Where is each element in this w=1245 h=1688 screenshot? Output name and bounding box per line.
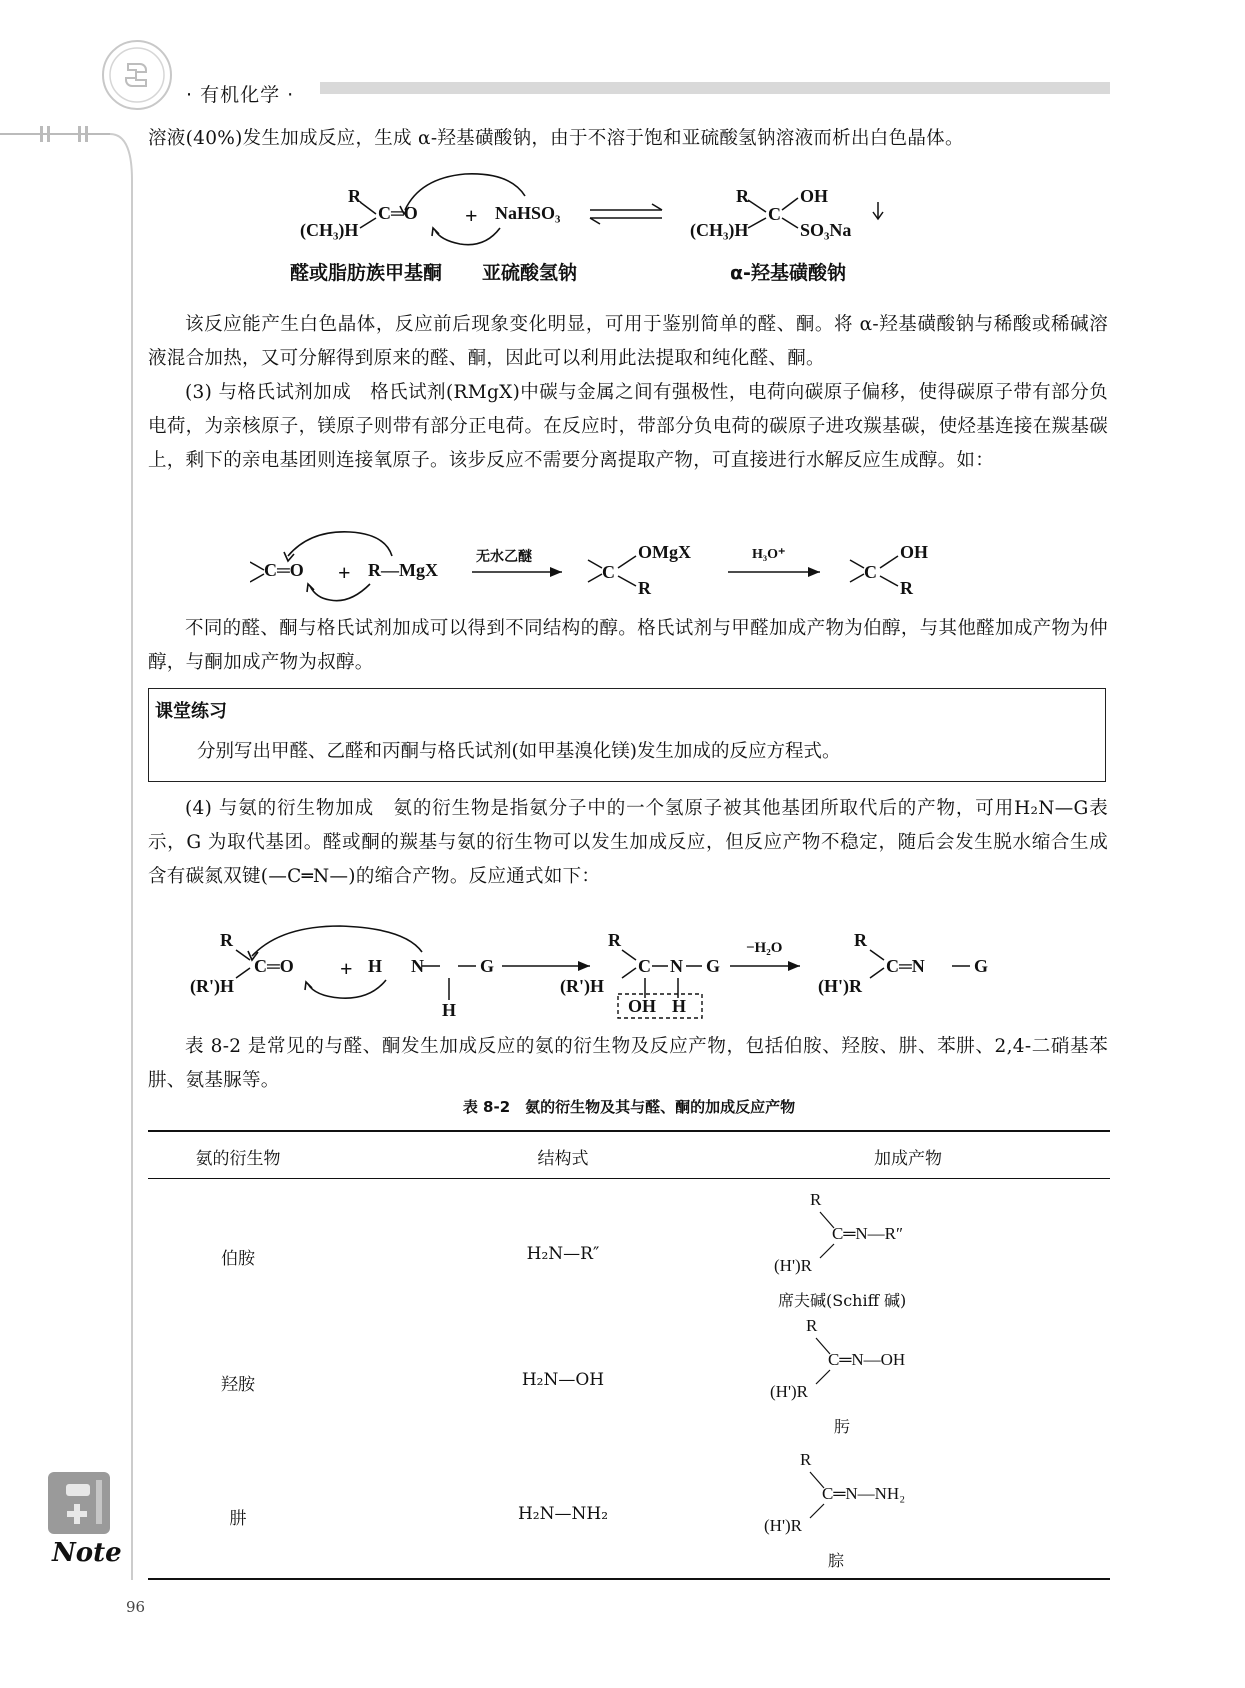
product-cn: C═N—NH₂ — [822, 1484, 906, 1503]
row-structure-formula: H₂N—OH — [521, 1370, 605, 1390]
product-name: 腙 — [828, 1551, 845, 1570]
row-derivative-name: 伯胺 — [221, 1249, 255, 1269]
rxn3-product-cn: C═N — [886, 956, 925, 976]
product-name: 肟 — [834, 1417, 851, 1436]
rxn1-label-product: α-羟基磺酸钠 — [730, 262, 846, 284]
rxn2-grignard: R—MgX — [368, 560, 438, 580]
rxn1-product-oh: OH — [800, 186, 829, 206]
exercise-text: 分别写出甲醛、乙醛和丙酮与格氏试剂(如甲基溴化镁)发生加成的反应方程式。 — [197, 741, 841, 762]
rxn2-intermediate-c: C — [602, 562, 615, 582]
rxn2-intermediate-omgx: OMgX — [638, 542, 691, 562]
row-derivative-name: 羟胺 — [221, 1375, 255, 1395]
table-bottom-rule — [148, 1578, 1110, 1580]
product-cn: C═N—R″ — [832, 1224, 904, 1243]
table-row — [148, 1186, 1110, 1316]
rxn3-product-g: G — [974, 956, 989, 976]
rxn1-product-so3na: SO₃Na — [800, 220, 852, 240]
rxn2-product-r: R — [900, 578, 913, 598]
table-8-2 — [148, 1130, 1110, 1580]
row-structure-formula: H₂N—NH₂ — [517, 1504, 609, 1524]
rxn3-carbonyl: C═O — [254, 956, 294, 976]
row-derivative-name: 肼 — [229, 1509, 247, 1529]
table-top-rule — [148, 1130, 1110, 1132]
rxn3-r: R — [220, 930, 233, 950]
product-hr: (H')R — [774, 1256, 813, 1275]
paragraph-1: 溶液(40%)发生加成反应，生成 α-羟基磺酸钠，由于不溶于饱和亚硫酸氢钠溶液而析出白色晶体。 — [148, 128, 964, 149]
row-structure-formula: H₂N—R″ — [526, 1244, 600, 1264]
product-cn: C═N—OH — [828, 1350, 906, 1369]
page-number: 96 — [126, 1598, 146, 1616]
rxn1-ch3h: (CH₃)H — [300, 220, 359, 240]
rxn2-product-c: C — [864, 562, 877, 582]
product-hr: (H')R — [764, 1516, 803, 1535]
rxn1-product-c: C — [768, 204, 781, 224]
paragraph-6: 表 8-2 是常见的与醛、酮发生加成反应的氨的衍生物及反应产物，包括伯胺、羟胺、肼、苯肼、2,4-二硝基苯肼、氨基脲等。 — [148, 1036, 1108, 1091]
table-header-structure: 结构式 — [537, 1149, 589, 1169]
rxn2-carbonyl: C═O — [264, 560, 304, 580]
rxn3-h-below: H — [442, 1000, 457, 1020]
header-book-title: · 有机化学 · — [186, 84, 295, 106]
table-header-derivative: 氨的衍生物 — [195, 1149, 281, 1169]
rxn3-intermediate-n: N — [670, 956, 683, 976]
margin-decoration — [0, 120, 140, 1590]
table-row — [148, 1316, 1110, 1446]
paragraph-4: 不同的醛、酮与格氏试剂加成可以得到不同结构的醇。格氏试剂与甲醛加成产物为伯醇，与其他醛加成产物为仲醇，与酮加成产物为叔醇。 — [148, 618, 1108, 673]
row-product-structure — [770, 1316, 1048, 1446]
product-r: R — [800, 1450, 812, 1469]
reaction-grignard — [250, 530, 1030, 610]
rxn3-h: H — [368, 956, 383, 976]
rxn1-carbonyl: C═O — [378, 203, 418, 223]
rxn3-product-r: R — [854, 930, 867, 950]
paragraph-5: (4) 与氨的衍生物加成 氨的衍生物是指氨分子中的一个氢原子被其他基团所取代后的产物，可用H₂N—G表示，G 为取代基团。醛或酮的羰基与氨的衍生物可以发生加成反应，但反应产物不稳定，随后会发生脱水缩合生成含有碳氮双键(—C═N—)的缩合产物。反应通式如下： — [148, 798, 1108, 887]
product-r: R — [810, 1190, 822, 1209]
rxn2-plus: + — [338, 560, 351, 585]
rxn3-intermediate-g: G — [706, 956, 721, 976]
rxn3-n: N — [411, 956, 424, 976]
note-icon — [46, 1470, 116, 1536]
table-row — [148, 1448, 1110, 1578]
rxn3-plus: + — [340, 956, 353, 981]
rxn3-product-hr: (H')R — [818, 976, 862, 996]
note-label: Note — [52, 1538, 122, 1568]
rxn1-plus: + — [465, 203, 478, 228]
header-rule-bar — [320, 82, 1110, 94]
rxn2-intermediate-r: R — [638, 578, 651, 598]
reaction-ammonia-derivative — [190, 920, 1070, 1020]
table-header-product: 加成产物 — [874, 1149, 942, 1169]
rxn1-r: R — [348, 186, 361, 206]
exercise-box — [148, 688, 1106, 782]
table-caption: 表 8-2 氨的衍生物及其与醛、酮的加成反应产物 — [462, 1098, 796, 1116]
rxn1-label-aldehyde: 醛或脂肪族甲基酮 — [290, 262, 443, 284]
rxn3-intermediate-oh: OH — [628, 996, 657, 1016]
rxn3-g: G — [480, 956, 495, 976]
rxn2-condition-h3o: H₃O⁺ — [752, 547, 786, 562]
rxn3-intermediate-h: H — [672, 996, 687, 1016]
header-logo-icon — [100, 38, 174, 112]
row-product-structure — [774, 1186, 1048, 1316]
exercise-title: 课堂练习 — [155, 701, 227, 722]
rxn1-nahso3: NaHSO₃ — [495, 203, 561, 223]
rxn2-condition-ether: 无水乙醚 — [476, 549, 532, 565]
paragraph-2: 该反应能产生白色晶体，反应前后现象变化明显，可用于鉴别简单的醛、酮。将 α-羟基磺酸钠与稀酸或稀碱溶液混合加热，又可分解得到原来的醛、酮，因此可以利用此法提取和纯化醛、酮。 — [148, 314, 1108, 369]
rxn1-product-r: R — [736, 186, 749, 206]
table-header-rule — [148, 1178, 1110, 1179]
rxn3-rh: (R')H — [190, 976, 234, 996]
rxn3-intermediate-c: C — [638, 956, 651, 976]
product-name: 席夫碱(Schiff 碱) — [778, 1291, 907, 1310]
rxn1-product-ch3h: (CH₃)H — [690, 220, 749, 240]
reaction-bisulfite — [290, 170, 940, 290]
rxn3-intermediate-rh: (R')H — [560, 976, 604, 996]
product-r: R — [806, 1316, 818, 1335]
paragraph-3: (3) 与格氏试剂加成 格氏试剂(RMgX)中碳与金属之间有强极性，电荷向碳原子偏移，使得碳原子带有部分负电荷，为亲核原子，镁原子则带有部分正电荷。在反应时，带部分负电荷的碳原子进攻羰基碳，使烃基连接在羰基碳上，剩下的亲电基团则连接氧原子。该步反应不需要分离提取产物，可直接进行水解反应生成醇。如： — [148, 382, 1108, 471]
rxn3-condition: −H₂O — [746, 940, 783, 956]
rxn3-intermediate-r: R — [608, 930, 621, 950]
product-hr: (H')R — [770, 1382, 809, 1401]
rxn1-label-bisulfite: 亚硫酸氢钠 — [482, 262, 578, 284]
row-product-structure — [764, 1448, 1048, 1578]
rxn2-product-oh: OH — [900, 542, 929, 562]
